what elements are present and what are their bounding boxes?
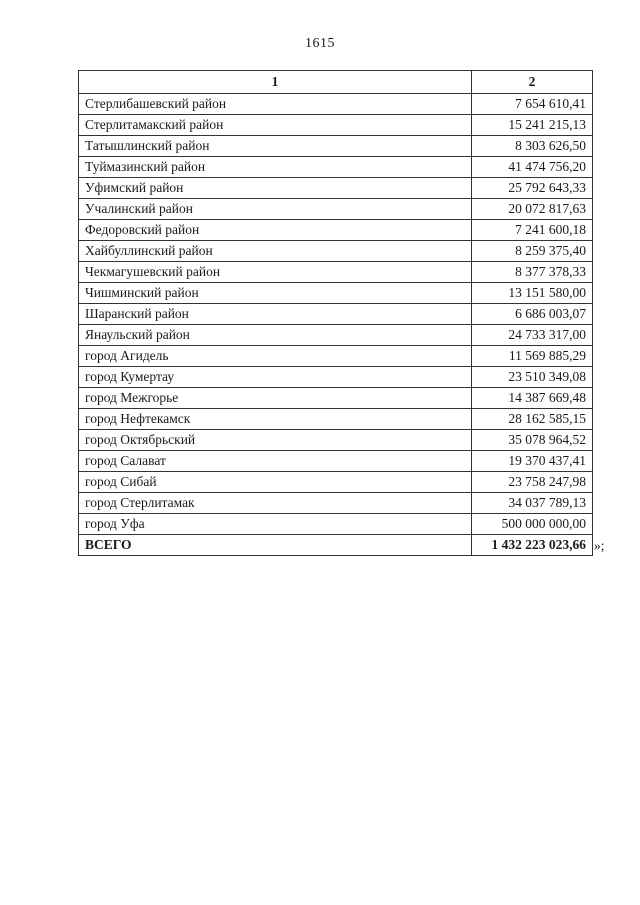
row-amount: 23 758 247,98 xyxy=(472,472,593,493)
table-row xyxy=(79,262,593,283)
row-name: город Сибай xyxy=(79,472,472,493)
table-body xyxy=(79,94,593,556)
row-amount: 34 037 789,13 xyxy=(472,493,593,514)
row-amount: 23 510 349,08 xyxy=(472,367,593,388)
table-row xyxy=(79,157,593,178)
row-name: Туймазинский район xyxy=(79,157,472,178)
row-amount: 7 241 600,18 xyxy=(472,220,593,241)
table-row xyxy=(79,220,593,241)
total-row xyxy=(79,535,593,556)
table-row xyxy=(79,241,593,262)
row-name: город Стерлитамак xyxy=(79,493,472,514)
row-amount: 8 259 375,40 xyxy=(472,241,593,262)
row-amount: 24 733 317,00 xyxy=(472,325,593,346)
table-row xyxy=(79,283,593,304)
allocation-table-container xyxy=(78,70,593,556)
table-row xyxy=(79,136,593,157)
table-row xyxy=(79,472,593,493)
row-amount: 19 370 437,41 xyxy=(472,451,593,472)
table-row xyxy=(79,514,593,535)
row-name: Стерлитамакский район xyxy=(79,115,472,136)
row-name: Федоровский район xyxy=(79,220,472,241)
row-name: город Салават xyxy=(79,451,472,472)
row-amount: 8 377 378,33 xyxy=(472,262,593,283)
table-row xyxy=(79,115,593,136)
row-name: город Уфа xyxy=(79,514,472,535)
table-row xyxy=(79,388,593,409)
row-name: город Октябрьский xyxy=(79,430,472,451)
row-amount: 41 474 756,20 xyxy=(472,157,593,178)
row-name: Уфимский район xyxy=(79,178,472,199)
page-number: 1615 xyxy=(305,36,335,51)
row-amount: 6 686 003,07 xyxy=(472,304,593,325)
table-row xyxy=(79,304,593,325)
row-amount: 500 000 000,00 xyxy=(472,514,593,535)
row-name: Стерлибашевский район xyxy=(79,94,472,115)
table-row xyxy=(79,325,593,346)
row-name: город Межгорье xyxy=(79,388,472,409)
row-amount: 35 078 964,52 xyxy=(472,430,593,451)
total-amount: 1 432 223 023,66 xyxy=(472,535,593,556)
allocation-table xyxy=(78,70,593,556)
table-row xyxy=(79,94,593,115)
row-name: Шаранский район xyxy=(79,304,472,325)
table-header-row xyxy=(79,71,593,94)
table-row xyxy=(79,199,593,220)
row-amount: 11 569 885,29 xyxy=(472,346,593,367)
row-name: Татышлинский район xyxy=(79,136,472,157)
row-name: Чекмагушевский район xyxy=(79,262,472,283)
table-row xyxy=(79,367,593,388)
row-amount: 13 151 580,00 xyxy=(472,283,593,304)
table-row xyxy=(79,451,593,472)
table-row xyxy=(79,346,593,367)
row-name: город Агидель xyxy=(79,346,472,367)
table-row xyxy=(79,430,593,451)
row-name: город Кумертау xyxy=(79,367,472,388)
table-row xyxy=(79,178,593,199)
table-row xyxy=(79,493,593,514)
row-amount: 28 162 585,15 xyxy=(472,409,593,430)
closing-quote-mark: »; xyxy=(594,538,605,553)
row-name: Чишминский район xyxy=(79,283,472,304)
row-name: Учалинский район xyxy=(79,199,472,220)
row-amount: 25 792 643,33 xyxy=(472,178,593,199)
row-name: город Нефтекамск xyxy=(79,409,472,430)
column-header-2: 2 xyxy=(472,71,593,94)
row-amount: 15 241 215,13 xyxy=(472,115,593,136)
table-row xyxy=(79,409,593,430)
row-amount: 7 654 610,41 xyxy=(472,94,593,115)
total-label: ВСЕГО xyxy=(79,535,472,556)
row-name: Янаульский район xyxy=(79,325,472,346)
row-amount: 14 387 669,48 xyxy=(472,388,593,409)
row-amount: 8 303 626,50 xyxy=(472,136,593,157)
column-header-1: 1 xyxy=(79,71,472,94)
row-name: Хайбуллинский район xyxy=(79,241,472,262)
row-amount: 20 072 817,63 xyxy=(472,199,593,220)
